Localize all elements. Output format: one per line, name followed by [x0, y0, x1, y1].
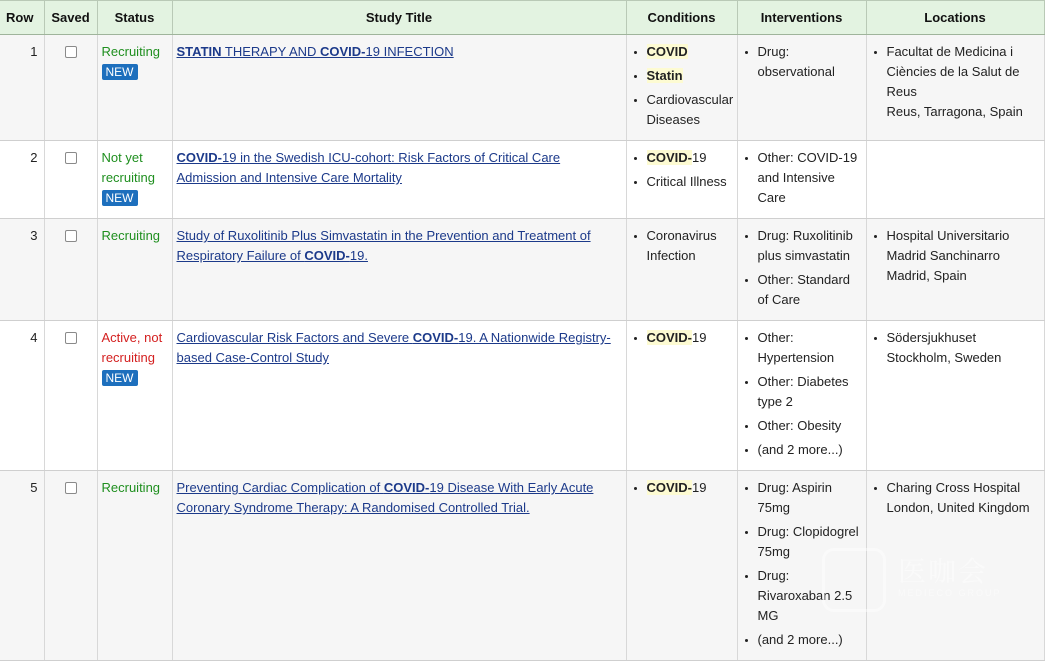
location-line: • Södersjukhuset — [886, 330, 977, 345]
saved-cell — [44, 321, 97, 471]
header-locations[interactable]: Locations — [866, 1, 1044, 35]
status-text: Recruiting — [101, 44, 161, 59]
condition-text: Critical Illness — [646, 174, 727, 189]
conditions-cell — [626, 321, 737, 471]
interventions-list — [742, 328, 862, 460]
location-line: London, United Kingdom — [886, 500, 1030, 515]
locations-cell — [866, 141, 1044, 219]
title-segment: 19 INFECTION — [365, 44, 454, 59]
condition-item — [647, 226, 733, 266]
saved-cell — [44, 219, 97, 321]
location-item — [887, 478, 1040, 518]
conditions-list — [631, 148, 733, 192]
table-header-row — [0, 1, 1044, 35]
location-line: Stockholm, Sweden — [886, 350, 1002, 365]
table-row — [0, 141, 1044, 219]
save-checkbox[interactable] — [65, 46, 77, 58]
locations-list — [871, 42, 1040, 122]
locations-list — [871, 478, 1040, 518]
study-title-link[interactable] — [177, 150, 561, 185]
header-study-title[interactable]: Study Title — [172, 1, 626, 35]
status-cell — [97, 471, 172, 661]
status-text: Not yet recruiting — [101, 150, 155, 185]
row-number: 5 — [0, 471, 44, 661]
study-title-link[interactable] — [177, 44, 454, 59]
saved-cell — [44, 35, 97, 141]
status-cell — [97, 35, 172, 141]
condition-text: Coronavirus Infection — [646, 228, 717, 263]
condition-text: COVID- — [646, 330, 692, 345]
header-interventions[interactable]: Interventions — [737, 1, 866, 35]
intervention-item: • (and 2 more...) — [758, 440, 862, 460]
locations-cell — [866, 35, 1044, 141]
locations-cell — [866, 321, 1044, 471]
conditions-cell — [626, 219, 737, 321]
conditions-list — [631, 226, 733, 266]
title-segment: COVID- — [176, 150, 222, 165]
study-title-cell — [172, 321, 626, 471]
condition-text: COVID- — [646, 480, 692, 495]
save-checkbox[interactable] — [65, 332, 77, 344]
condition-text: COVID- — [646, 150, 692, 165]
intervention-item: • Other: Diabetes type 2 — [758, 372, 862, 412]
conditions-cell — [626, 471, 737, 661]
intervention-item: • Drug: Rivaroxaban 2.5 MG — [758, 566, 862, 626]
title-segment: COVID- — [320, 44, 366, 59]
study-title-link[interactable] — [177, 480, 594, 515]
title-segment: Study of Ruxolitinib Plus Simvastatin in the Prevention and Treatment of Respiratory Failure of — [176, 228, 591, 263]
locations-list — [871, 226, 1040, 286]
save-checkbox[interactable] — [65, 230, 77, 242]
intervention-item: • (and 2 more...) — [758, 630, 862, 650]
saved-cell — [44, 471, 97, 661]
intervention-item: • Other: Hypertension — [758, 328, 862, 368]
status-text: Recruiting — [101, 480, 161, 495]
condition-text: 19 — [692, 150, 707, 165]
location-item — [887, 226, 1040, 286]
title-segment: COVID- — [412, 330, 459, 345]
location-item — [887, 328, 1040, 368]
intervention-item: • Other: Standard of Care — [758, 270, 862, 310]
condition-text: 19 — [692, 330, 707, 345]
status-text: Recruiting — [101, 228, 161, 243]
interventions-cell — [737, 219, 866, 321]
condition-item — [647, 172, 733, 192]
save-checkbox[interactable] — [65, 152, 77, 164]
intervention-item: • Drug: Aspirin 75mg — [758, 478, 862, 518]
row-number: 3 — [0, 219, 44, 321]
study-title-cell — [172, 471, 626, 661]
header-conditions[interactable]: Conditions — [626, 1, 737, 35]
title-segment: COVID- — [383, 480, 430, 495]
condition-item — [647, 66, 733, 86]
intervention-item: • Drug: Clopidogrel 75mg — [758, 522, 862, 562]
intervention-item: • Other: COVID-19 and Intensive Care — [758, 148, 862, 208]
new-badge: NEW — [102, 370, 138, 386]
title-segment: 19. — [349, 248, 368, 263]
row-number: 4 — [0, 321, 44, 471]
location-item — [887, 42, 1040, 122]
saved-cell — [44, 141, 97, 219]
location-line: Reus, Tarragona, Spain — [886, 104, 1023, 119]
study-title-link[interactable] — [177, 228, 591, 263]
intervention-item: • Other: Obesity — [758, 416, 862, 436]
title-segment: Preventing Cardiac Complication of — [176, 480, 384, 495]
status-cell — [97, 321, 172, 471]
locations-list — [871, 328, 1040, 368]
title-segment: STATIN — [176, 44, 222, 59]
header-status[interactable]: Status — [97, 1, 172, 35]
title-segment: COVID- — [304, 248, 350, 263]
title-segment: THERAPY AND — [221, 44, 321, 59]
study-title-link[interactable] — [177, 330, 611, 365]
location-line: • Facultat de Medicina i Ciències de la Salut de Reus — [886, 44, 1020, 99]
intervention-item: • Drug: Ruxolitinib plus simvastatin — [758, 226, 862, 266]
conditions-list — [631, 328, 733, 348]
table-row — [0, 35, 1044, 141]
condition-text: Statin — [646, 68, 683, 83]
table-row — [0, 321, 1044, 471]
study-title-cell — [172, 219, 626, 321]
watermark-icon — [822, 548, 886, 612]
header-row[interactable]: Row — [0, 1, 44, 35]
status-cell — [97, 219, 172, 321]
row-number: 1 — [0, 35, 44, 141]
watermark-logo — [822, 548, 1022, 610]
new-badge: NEW — [102, 190, 138, 206]
interventions-cell — [737, 321, 866, 471]
conditions-list — [631, 42, 733, 130]
condition-text: COVID — [646, 44, 688, 59]
row-number: 2 — [0, 141, 44, 219]
title-segment: 19. A Nationwide Registry-based Case-Control Study — [176, 330, 611, 365]
locations-cell — [866, 219, 1044, 321]
intervention-item: • Drug: observational — [758, 42, 862, 82]
status-text: Active, not recruiting — [101, 330, 163, 365]
title-segment: 19 Disease With Early Acute Coronary Syndrome Therapy: A Randomised Controlled Trial. — [176, 480, 594, 515]
watermark-text: 医咖会 — [898, 555, 989, 588]
condition-item — [647, 148, 733, 168]
interventions-list — [742, 148, 862, 208]
save-checkbox[interactable] — [65, 482, 77, 494]
condition-item — [647, 90, 733, 130]
condition-item — [647, 42, 733, 62]
watermark-subtext: MEDIECO GROUP — [898, 588, 1002, 598]
header-saved[interactable]: Saved — [44, 1, 97, 35]
condition-text: Cardiovascular Diseases — [646, 92, 734, 127]
study-title-cell — [172, 141, 626, 219]
interventions-cell — [737, 141, 866, 219]
conditions-cell — [626, 141, 737, 219]
location-line: • Hospital Universitario Madrid Sanchinarro — [886, 228, 1010, 263]
study-title-cell — [172, 35, 626, 141]
interventions-list — [742, 226, 862, 310]
title-segment: 19 in the Swedish ICU-cohort: Risk Factors of Critical Care Admission and Intensive Care Mortality — [176, 150, 561, 185]
condition-item — [647, 478, 733, 498]
condition-item — [647, 328, 733, 348]
location-line: • Charing Cross Hospital — [886, 480, 1021, 495]
location-line: Madrid, Spain — [886, 268, 967, 283]
new-badge: NEW — [102, 64, 138, 80]
condition-text: 19 — [692, 480, 707, 495]
title-segment: Cardiovascular Risk Factors and Severe — [176, 330, 413, 345]
interventions-list — [742, 42, 862, 82]
status-cell — [97, 141, 172, 219]
conditions-list — [631, 478, 733, 498]
interventions-cell — [737, 35, 866, 141]
table-row — [0, 219, 1044, 321]
conditions-cell — [626, 35, 737, 141]
